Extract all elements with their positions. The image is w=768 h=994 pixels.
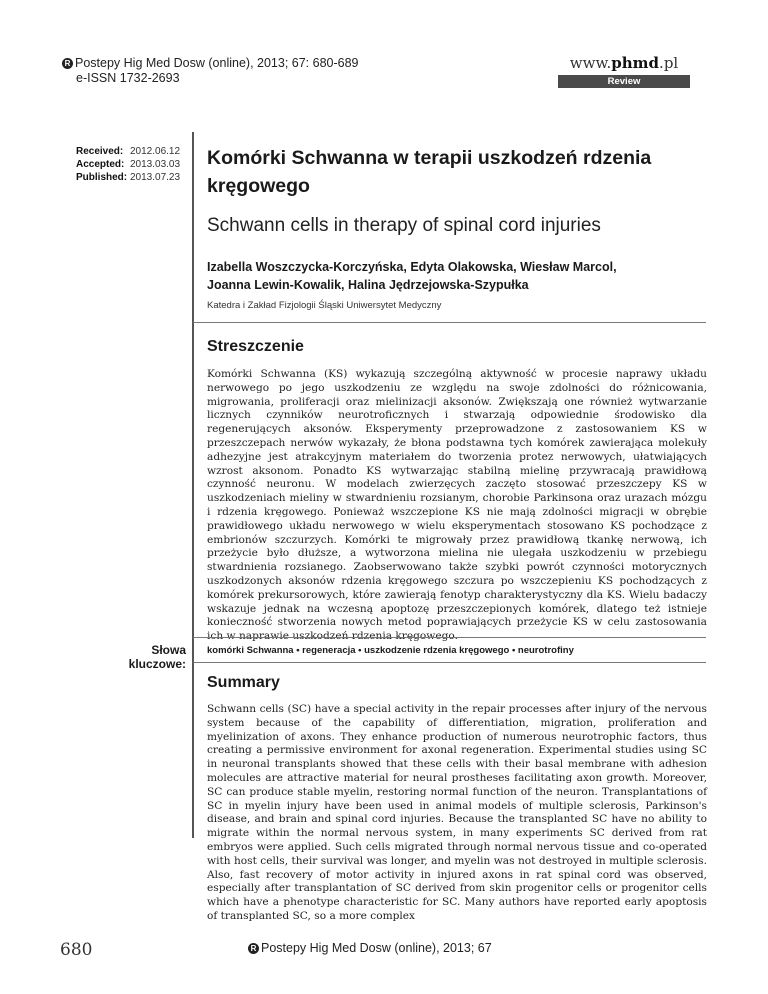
site-block bbox=[558, 54, 690, 88]
received-date: 2012.06.12 bbox=[130, 146, 181, 157]
streszczenie-text: Komórki Schwanna (KS) wykazują szczególną aktywność w procesie naprawy układu nerwowego po jego uszkodzeniu ze względu na swoje zdolności do różnicowania, migrowania, proliferacji oraz mielinizacji aksonów. Zwiększają one również wytwarzanie licznych czynników neurotroficznych i stwarzają odpowiednie środowisko dla regenerujących aksonów. Eksperymenty przeprowadzone z zastosowaniem KS w przeszczepach nerwów wykazały, że błona podstawna tych komórek zawierająca molekuły adhezyjne jest atrakcyjnym materiałem do tworzenia protez nerwowych, ułatwiających wzrost aksonom. Ponadto KS wytwarzając stabilną mielinę przywracają prawidłową czynność neuronu. W modelach zwierzęcych zaczęto stosować przeszczepy KS w uszkodzeniach mieliny w stwardnieniu rozsianym, chorobie Parkinsona oraz urazach mózgu i rdzenia kręgowego. Ponieważ wszczepione KS nie mają zdolności migracji w obrębie prawidłowego układu nerwowego w wielu eksperymentach stosowano KS pochodzące z embrionów szczurzych. Komórki te migrowały przez prawidłową tkankę nerwową, ich przeżycie było dłuższe, a wytworzona mielina nie ulegała uszkodzeniu w przebiegu stwardnienia rozsianego. Zaobserwowano także szybki powrót czynności motorycznych uszkodzonych aksonów rdzenia kręgowego szczura po wszczepieniu KS pochodzących z komórek prekursorowych, które zawierają fenotyp charakterystyczny dla KS. Wielu badaczy wskazuje jednak na wczesną apoptozę przeszczepionych komórek, dlatego też istnieje konieczność stworzenia nowych metod poprawiających przeżycie KS w celu zastosowania bbox=[207, 368, 707, 629]
registered-mark-icon: R bbox=[62, 58, 73, 69]
accepted-label: Accepted: bbox=[76, 159, 125, 170]
authors-line-1: Izabella Woszczycka-Korczyńska, Edyta Olakowska, Wiesław Marcol, bbox=[207, 260, 617, 274]
journal-citation-line bbox=[62, 56, 359, 71]
affiliation: Katedra i Zakład Fizjologii Śląski Uniwersytet Medyczny bbox=[207, 300, 442, 311]
column-divider bbox=[192, 132, 194, 838]
registered-mark-icon: R bbox=[248, 943, 259, 954]
page-number: 680 bbox=[60, 940, 93, 960]
site-brand: phmd bbox=[611, 54, 660, 72]
footer-citation-line bbox=[248, 941, 492, 955]
site-suffix: .pl bbox=[659, 54, 679, 72]
received-label: Received: bbox=[76, 146, 124, 157]
site-prefix: www. bbox=[569, 54, 612, 72]
published-date: 2013.07.23 bbox=[130, 172, 181, 183]
journal-issn: e-ISSN 1732-2693 bbox=[76, 71, 180, 85]
published-label: Published: bbox=[76, 172, 128, 183]
author-list bbox=[207, 258, 707, 294]
journal-header bbox=[62, 56, 359, 86]
divider bbox=[193, 662, 706, 663]
divider bbox=[193, 637, 706, 638]
accepted-date: 2013.03.03 bbox=[130, 159, 181, 170]
summary-heading: Summary bbox=[207, 674, 280, 691]
article-title-en: Schwann cells in therapy of spinal cord injuries bbox=[207, 215, 601, 236]
accepted-row bbox=[76, 158, 180, 171]
site-url[interactable] bbox=[558, 54, 690, 72]
published-row bbox=[76, 171, 180, 184]
streszczenie-heading: Streszczenie bbox=[207, 338, 304, 355]
article-title-pl: Komórki Schwanna w terapii uszkodzeń rdzenia kręgowego bbox=[207, 147, 652, 197]
summary-text: Schwann cells (SC) have a special activity in the repair processes after injury of the nervous system because of the capability of differentiation, migration, proliferation and myelinization of axons. They enhance production of numerous neurotrophic factors, thus creating a permissive environment for axonal regeneration. Experimental studies using SC in neuronal transplants showed that these cells with their basal membrane with adhesion molecules are attractive material for neural prostheses facilitating axon growth. Moreover, SC can produce stable myelin, restoring normal function of the neuron. Transplantations of SC in myelin injury have been used in animal models of multiple sclerosis, Parkinson's disease, and brain and spinal cord injuries. Because the transplanted SC have no ability to migrate within the normal nervous system, in many experiments SC derived from rat embryos were applied. Such cells migrated through normal nervous tissue and co-operated with host cells, their survival was longer, and myelin was not destroyed in multiple sclerosis. Also, fast recovery of motor activity in injured axons in rat spinal cord was observed, especially after transplantation of SC derived from skin progenitor cells or progenitor cells which have a phenotype characteristic for SC. Many authors have reported early apoptosis of transplanted SC, so a more complex bbox=[207, 703, 707, 922]
article-type-badge: Review bbox=[558, 75, 690, 88]
divider bbox=[193, 322, 706, 323]
journal-citation: Postepy Hig Med Dosw (online), 2013; 67: 680-689 bbox=[75, 56, 359, 70]
footer-citation: Postepy Hig Med Dosw (online), 2013; 67 bbox=[261, 941, 492, 955]
received-row bbox=[76, 145, 180, 158]
keywords-label: Słowa kluczowe: bbox=[128, 643, 186, 671]
keywords-value: komórki Schwanna • regeneracja • uszkodzenie rdzenia kręgowego • neurotrofiny bbox=[207, 645, 574, 656]
authors-line-2: Joanna Lewin-Kowalik, Halina Jędrzejowska-Szypułka bbox=[207, 278, 529, 292]
article-dates bbox=[76, 145, 180, 184]
